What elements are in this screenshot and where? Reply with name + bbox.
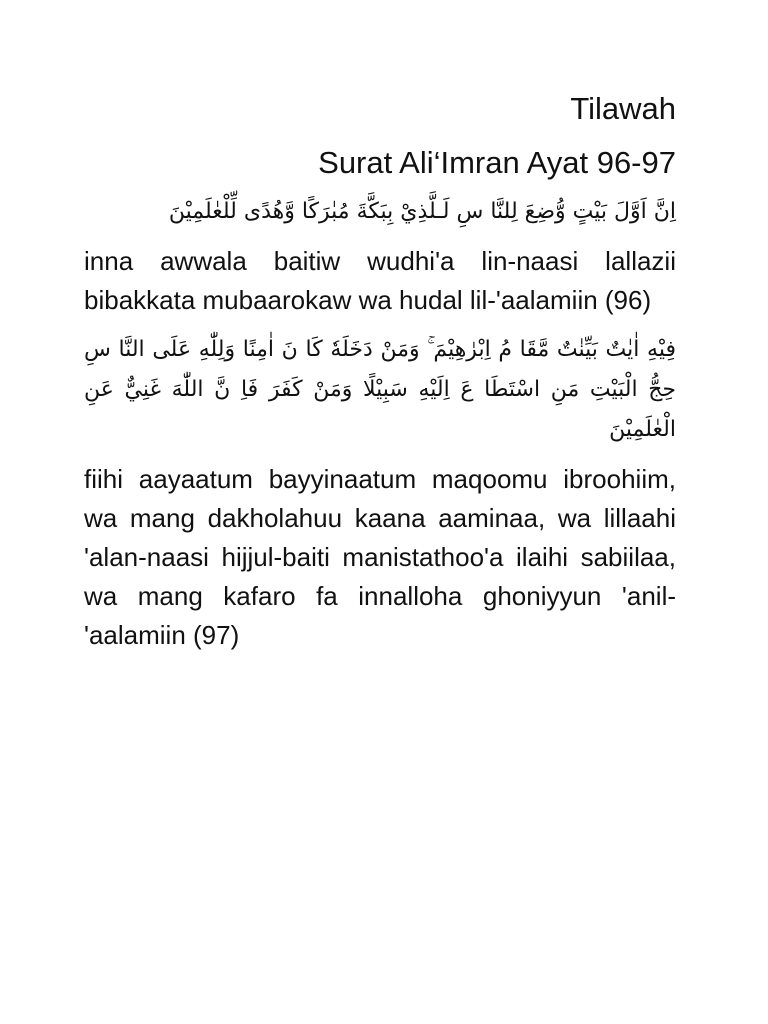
verse-97-arabic: فِيْهِ اٰيٰتٌ بَيِّنٰتٌ مَّقَا مُ اِبْرٰهِيْمَ ۚ وَمَنْ دَخَلَهٗ كَا نَ اٰمِنًا وَلِلّٰهِ عَلَى النَّا سِ حِجُّ الْبَيْتِ مَنِ اسْتَطَا عَ اِلَيْهِ سَبِيْلًا وَمَنْ كَفَرَ فَاِ نَّ اللّٰهَ غَنِيٌّ عَنِ الْعٰلَمِيْنَ: [84, 337, 676, 442]
verse-97-transliteration: fiihi aayaatum bayyinaatum maqoomu ibroohiim, wa mang dakholahuu kaana aaminaa, wa lillaahi 'alan-naasi hijjul-baiti manistathoo'a ilaihi sabiilaa, wa mang kafaro fa innalloha ghoniyyun 'anil-'aalamiin (97): [84, 464, 676, 650]
page-subtitle: Surat Ali‘Imran Ayat 96-97: [318, 145, 676, 180]
page-title: Tilawah: [570, 91, 676, 126]
document-page: [84, 82, 676, 655]
verse-96-transliteration: inna awwala baitiw wudhi'a lin-naasi lallazii bibakkata mubaarokaw wa hudal lil-'aalamiin (96): [84, 246, 676, 315]
verse-96-arabic: اِنَّ اَوَّلَ بَيْتٍ وُّضِعَ لِلنَّا سِ لَـلَّذِيْ بِبَكَّةَ مُبٰرَكًا وَّهُدًى لِّلْعٰلَمِيْنَ: [168, 199, 676, 224]
